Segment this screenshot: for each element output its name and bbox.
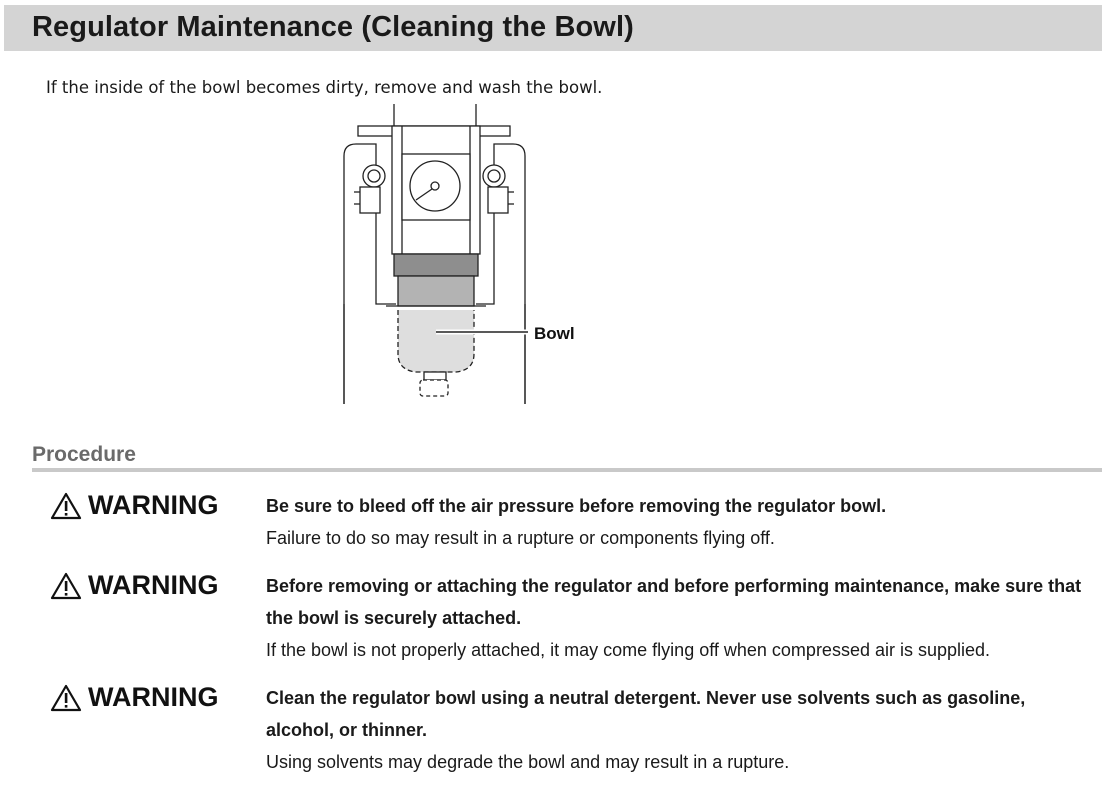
regulator-figure (336, 104, 596, 408)
warning-heading: Before removing or attaching the regulator and before performing maintenance, make sure that the bowl is securely attached. (266, 576, 1082, 628)
bowl-label: Bowl (534, 324, 575, 343)
intro-text: If the inside of the bowl becomes dirty, remove and wash the bowl. (46, 78, 603, 97)
procedure-heading: Procedure (32, 443, 136, 466)
warning-label-text: WARNING (88, 490, 219, 520)
warning-body: Failure to do so may result in a rupture or components flying off. (266, 528, 775, 548)
warning-triangle-icon (50, 572, 82, 600)
warning-triangle-icon (50, 492, 82, 520)
page-title: Regulator Maintenance (Cleaning the Bowl) (32, 11, 634, 43)
warning-label-text: WARNING (88, 570, 219, 600)
regulator-diagram (336, 104, 596, 408)
warning-label (50, 490, 219, 521)
warning-triangle-icon (50, 684, 82, 712)
warning-heading: Be sure to bleed off the air pressure before removing the regulator bowl. (266, 496, 887, 516)
warning-label (50, 682, 219, 713)
warning-body: If the bowl is not properly attached, it may come flying off when compressed air is supplied. (266, 640, 991, 660)
warning-label-text: WARNING (88, 682, 219, 712)
warning-label (50, 570, 219, 601)
title-bar (4, 5, 1102, 51)
warning-heading: Clean the regulator bowl using a neutral detergent. Never use solvents such as gasoline, alcohol, or thinner. (266, 688, 1026, 740)
procedure-rule (32, 468, 1102, 472)
warning-body: Using solvents may degrade the bowl and may result in a rupture. (266, 752, 790, 772)
